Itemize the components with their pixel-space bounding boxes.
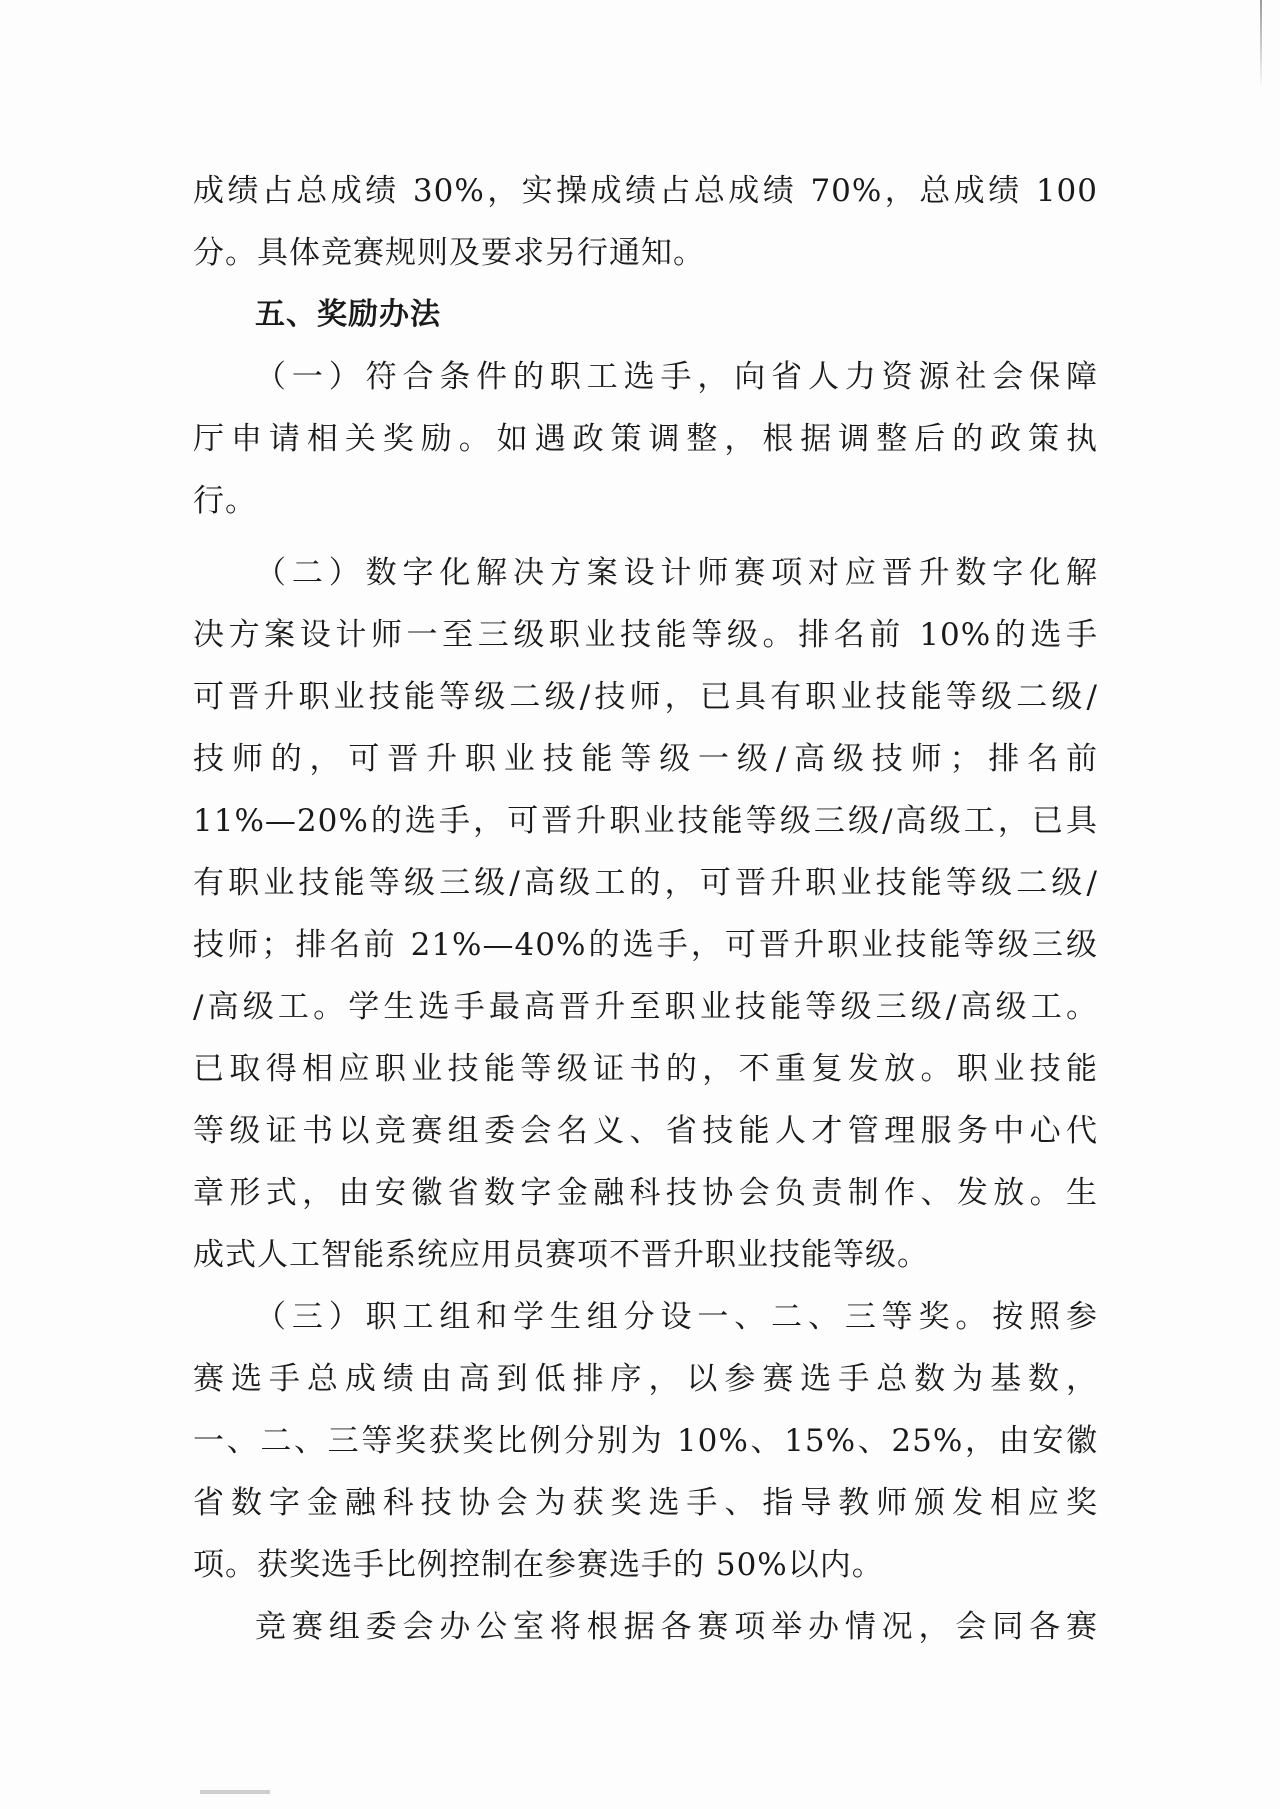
text-line: 决方案设计师一至三级职业技能等级。排名前 10%的选手 <box>193 617 1098 653</box>
text-line: （三）职工组和学生组分设一、二、三等奖。按照参 <box>255 1299 1098 1335</box>
text-line: 可晋升职业技能等级二级/技师，已具有职业技能等级二级/ <box>193 679 1098 715</box>
text-line: 省数字金融科技协会为获奖选手、指导教师颁发相应奖 <box>193 1485 1098 1521</box>
text-line: 赛选手总成绩由高到低排序，以参赛选手总数为基数， <box>193 1361 1098 1397</box>
document-body <box>193 160 1098 1658</box>
text-line: 厅申请相关奖励。如遇政策调整，根据调整后的政策执 <box>193 421 1098 457</box>
text-line: （一）符合条件的职工选手，向省人力资源社会保障 <box>255 359 1098 395</box>
text-line: 等级证书以竞赛组委会名义、省技能人才管理服务中心代 <box>193 1113 1098 1149</box>
text-line: 竞赛组委会办公室将根据各赛项举办情况，会同各赛 <box>255 1609 1098 1645</box>
text-line: 分。具体竞赛规则及要求另行通知。 <box>193 235 705 271</box>
text-line: 一、二、三等奖获奖比例分别为 10%、15%、25%，由安徽 <box>193 1423 1098 1459</box>
text-line: 技师；排名前 21%—40%的选手，可晋升职业技能等级三级 <box>193 927 1098 963</box>
text-line: 有职业技能等级三级/高级工的，可晋升职业技能等级二级/ <box>193 865 1098 901</box>
text-line: /高级工。学生选手最高晋升至职业技能等级三级/高级工。 <box>193 989 1098 1025</box>
text-line: 行。 <box>193 483 257 519</box>
text-line: 11%—20%的选手，可晋升职业技能等级三级/高级工，已具 <box>193 803 1098 839</box>
section-heading: 五、奖励办法 <box>255 297 441 332</box>
text-line: 技师的，可晋升职业技能等级一级/高级技师；排名前 <box>193 741 1098 777</box>
scan-edge-mark <box>1260 0 1262 90</box>
text-line: 成绩占总成绩 30%，实操成绩占总成绩 70%，总成绩 100 <box>193 173 1098 209</box>
footer-scan-mark <box>200 1790 270 1794</box>
text-line: 项。获奖选手比例控制在参赛选手的 50%以内。 <box>193 1547 884 1583</box>
text-line: 已取得相应职业技能等级证书的，不重复发放。职业技能 <box>193 1051 1098 1087</box>
text-line: （二）数字化解决方案设计师赛项对应晋升数字化解 <box>255 555 1098 591</box>
text-line: 章形式，由安徽省数字金融科技协会负责制作、发放。生 <box>193 1175 1098 1211</box>
paragraph-gap <box>193 532 1098 542</box>
text-line: 成式人工智能系统应用员赛项不晋升职业技能等级。 <box>193 1237 929 1273</box>
